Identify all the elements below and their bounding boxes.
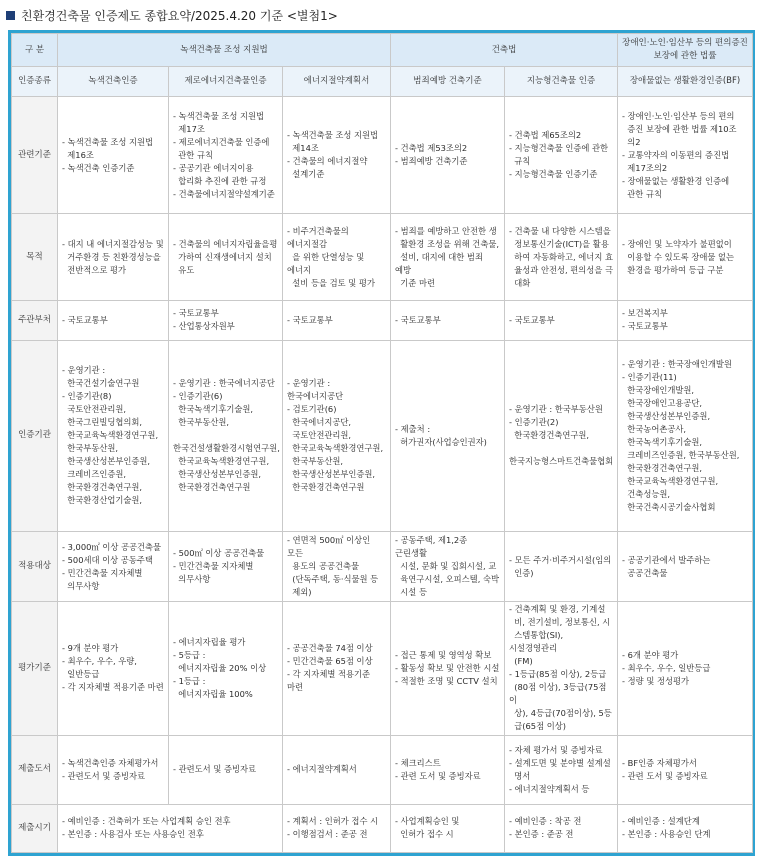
table-cell: - 3,000㎡ 이상 공공건축물 - 500세대 이상 공동주택 - 민간건축물 지자체별 의무사항 [58, 532, 169, 602]
table-cell: - 운영기관 : 한국에너지공단 - 검토기관(6) 한국에너지공단, 국토안전관리원, 한국교육녹색환경연구원, 한국부동산원, 한국생산성본부인증원, 한국환경건축연구원 [283, 340, 391, 531]
page-title: 친환경건축물 인증제도 종합요약/2025.4.20 기준 <별첨1> [21, 8, 338, 23]
table-cell: - 건축법 제65조의2 - 지능형건축물 인증에 관한 규칙 - 지능형건축물 인증기준 [505, 97, 618, 214]
page-title-bar [6, 6, 338, 24]
header-group-building: 건축법 [391, 34, 618, 67]
header-cert: 지능형건축물 인증 [505, 67, 618, 97]
row-agencies [12, 340, 753, 531]
header-row-1 [12, 34, 753, 67]
table-cell: - 보건복지부 - 국토교통부 [618, 300, 753, 340]
table-cell: - 사업계획승인 및 인허가 접수 시 [391, 804, 505, 852]
table-cell: - BF인증 자체평가서 - 관련 도서 및 증빙자료 [618, 735, 753, 804]
row-label: 인증기관 [12, 340, 58, 531]
header-group-green: 녹색건축물 조성 지원법 [58, 34, 391, 67]
table-cell: - 국토교통부 [283, 300, 391, 340]
table-cell: - 예비인증 : 설계단계 - 본인증 : 사용승인 단계 [618, 804, 753, 852]
table-cell: - 녹색건축물 조성 지원법 제14조 - 건축물의 에너지절약 설계기준 [283, 97, 391, 214]
table-cell: - 녹색건축인증 자체평가서 - 관련도서 및 증빙자료 [58, 735, 169, 804]
header-cert: 제로에너지건축물인증 [169, 67, 283, 97]
table-cell: - 모든 주거·비주거시설(임의 인증) [505, 532, 618, 602]
table-cell: - 계획서 : 인허가 접수 시 - 이행점검서 : 준공 전 [283, 804, 391, 852]
table-cell: - 건축물 내 다양한 시스템을 정보통신기술(ICT)을 활용 하여 자동화하고, 에너지 효 율성과 안전성, 편의성을 극 대화 [505, 214, 618, 300]
header-cert: 에너지절약계획서 [283, 67, 391, 97]
table-cell: - 장애인 및 노약자가 불편없이 이용할 수 있도록 장애물 없는 환경을 평가하여 등급 구분 [618, 214, 753, 300]
table-cell: - 9개 분야 평가 - 최우수, 우수, 우량, 일반등급 - 각 지자체별 적용기준 마련 [58, 602, 169, 735]
table-cell: - 공공건축물 74점 이상 - 민간건축물 65점 이상 - 각 지자체별 적용기준 마련 [283, 602, 391, 735]
table-cell: - 운영기관 : 한국장애인개발원 - 인증기관(11) 한국장애인개발원, 한국장애인고용공단, 한국생산성본부인증원, 한국농어촌공사, 한국녹색기후기술원, 크레비즈인증원, 한국부동산원, 한국환경건축연구원, 한국교육녹색환경연구원, 건축성능원, 한국건축시공기술사협회 [618, 340, 753, 531]
table-cell: - 공동주택, 제1,2종 근린생활 시설, 문화 및 집회시설, 교 육연구시설, 오피스텔, 숙박 시설 등 [391, 532, 505, 602]
table-cell: - 건축물의 에너지자립율을평 가하여 신재생에너지 설치 유도 [169, 214, 283, 300]
header-row-2 [12, 67, 753, 97]
table-cell: - 제출처 : 허가권자(사업승인권자) [391, 340, 505, 531]
certification-summary-table [11, 33, 753, 853]
header-cert: 녹색건축인증 [58, 67, 169, 97]
summary-table-frame [8, 30, 755, 856]
table-cell: - 에너지자립율 평가 - 5등급 : 에너지자립율 20% 이상 - 1등급 : 에너지자립율 100% [169, 602, 283, 735]
header-cert: 범죄예방 건축기준 [391, 67, 505, 97]
row-label: 평가기준 [12, 602, 58, 735]
table-cell: - 국토교통부 [505, 300, 618, 340]
title-square-icon [6, 11, 15, 20]
table-cell: - 국토교통부 - 산업통상자원부 [169, 300, 283, 340]
table-cell: - 녹색건축물 조성 지원법 제16조 - 녹색건축 인증기준 [58, 97, 169, 214]
table-cell: - 연면적 500㎡ 이상인 모든 용도의 공공건축물 (단독주택, 동·식물원 등 제외) [283, 532, 391, 602]
table-cell: - 범죄를 예방하고 안전한 생 활환경 조성을 위해 건축물, 설비, 대지에 대한 범죄 예방 기준 마련 [391, 214, 505, 300]
header-group-disabled: 장애인·노인·임산부 등의 편의증진 보장에 관한 법률 [618, 34, 753, 67]
row-ministry [12, 300, 753, 340]
row-related-standards [12, 97, 753, 214]
row-label: 관련기준 [12, 97, 58, 214]
row-label: 목적 [12, 214, 58, 300]
table-cell: - 건축법 제53조의2 - 범죄예방 건축기준 [391, 97, 505, 214]
row-label: 제출도서 [12, 735, 58, 804]
table-cell: - 예비인증 : 착공 전 - 본인증 : 준공 전 [505, 804, 618, 852]
row-evaluation [12, 602, 753, 735]
table-cell: - 체크리스트 - 관련 도서 및 증빙자료 [391, 735, 505, 804]
table-cell: - 장애인·노인·임산부 등의 편의 증진 보장에 관한 법률 제10조 의2 - 교통약자의 이동편의 증진법 제17조의2 - 장애물없는 생활환경 인증에 관한 규칙 [618, 97, 753, 214]
table-cell: - 운영기관 : 한국에너지공단 - 인증기관(6) 한국녹색기후기술원, 한국부동산원, 한국건설생활환경시험연구원, 한국교육녹색환경연구원, 한국생산성본부인증원, 한국환경건축연구원 [169, 340, 283, 531]
table-cell: - 운영기관 : 한국건설기술연구원 - 인증기관(8) 국토안전관리원, 한국그린빌딩협의회, 한국교육녹색환경연구원, 한국부동산원, 한국생산성본부인증원, 크레비즈인증원, 한국환경건축연구원, 한국환경산업기술원, [58, 340, 169, 531]
table-cell: - 6개 분야 평가 - 최우수, 우수, 일반등급 - 정량 및 정성평가 [618, 602, 753, 735]
table-cell: - 관련도서 및 증빙자료 [169, 735, 283, 804]
row-label: 적용대상 [12, 532, 58, 602]
row-purpose [12, 214, 753, 300]
table-cell: - 자체 평가서 및 증빙자료 - 설계도면 및 분야별 설계설 명서 - 에너지절약계획서 등 [505, 735, 618, 804]
row-label: 제출시기 [12, 804, 58, 852]
table-cell: - 국토교통부 [58, 300, 169, 340]
table-cell: - 녹색건축물 조성 지원법 제17조 - 제로에너지건축물 인증에 관한 규칙 - 공공기관 에너지이용 합리화 추진에 관한 규정 - 건축물에너지절약설계기준 [169, 97, 283, 214]
table-cell: - 500㎡ 이상 공공건축물 - 민간건축물 지자체별 의무사항 [169, 532, 283, 602]
header-type-label: 인증종류 [12, 67, 58, 97]
table-cell: - 국토교통부 [391, 300, 505, 340]
table-cell: - 에너지절약계획서 [283, 735, 391, 804]
header-gubun: 구 분 [12, 34, 58, 67]
row-label: 주관부처 [12, 300, 58, 340]
table-cell: - 접근 통제 및 영역성 확보 - 활동성 확보 및 안전한 시설 - 적절한 조명 및 CCTV 설치 [391, 602, 505, 735]
table-cell-merged: - 예비인증 : 건축허가 또는 사업계획 승인 전후 - 본인증 : 사용검사 또는 사용승인 전후 [58, 804, 283, 852]
table-cell: - 비주거건축물의 에너지절감 을 위한 단열성능 및 에너지 설비 등을 검토 및 평가 [283, 214, 391, 300]
table-cell: - 건축계획 및 환경, 기계설 비, 전기설비, 정보통신, 시 스템통합(SI), 시설경영관리 (FM) - 1등급(85점 이상), 2등급 (80점 이상), 3등급(75점 이 상), 4등급(70점이상), 5등 급(65점 이상) [505, 602, 618, 735]
table-cell: - 공공기관에서 발주하는 공공건축물 [618, 532, 753, 602]
table-cell: - 대지 내 에너지절감성능 및 거주환경 등 친환경성능을 전반적으로 평가 [58, 214, 169, 300]
table-cell: - 운영기관 : 한국부동산원 - 인증기관(2) 한국환경건축연구원, 한국지능형스마트건축물협회 [505, 340, 618, 531]
row-submission-timing [12, 804, 753, 852]
row-target [12, 532, 753, 602]
row-documents [12, 735, 753, 804]
header-cert: 장애물없는 생활환경인증(BF) [618, 67, 753, 97]
